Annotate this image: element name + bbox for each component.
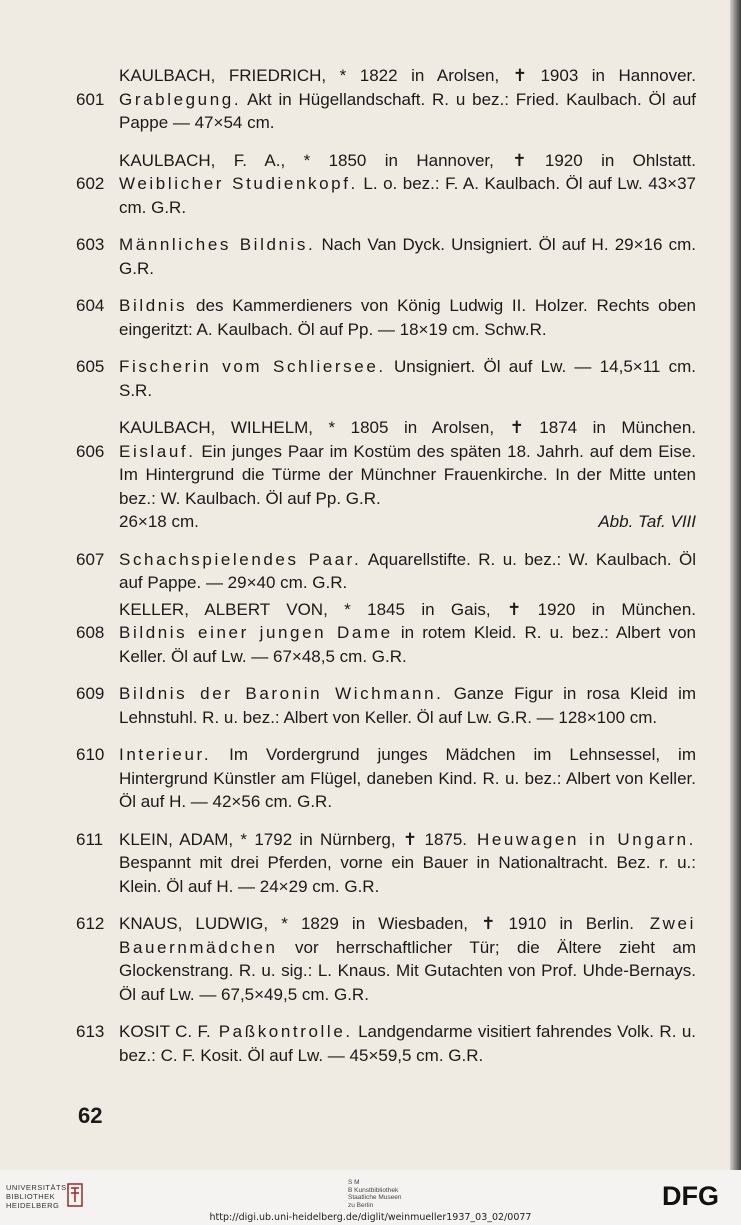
artwork-title: Zwei Bauernmädchen <box>119 914 696 957</box>
catalog-entry-612 <box>76 912 696 1006</box>
staatliche-museen-logo-text: S M B Kunstbibliothek Staatliche Museen zu Berlin <box>348 1179 402 1209</box>
artist-header-kaulbach-friedrich: KAULBACH, FRIEDRICH, * 1822 in Arolsen, ✝ 1903 in Hannover. <box>119 66 696 85</box>
artwork-description: L. o. bez.: F. A. Kaulbach. Öl auf Lw. 43×37 cm. G.R. <box>119 174 696 217</box>
catalog-entry-609 <box>76 682 696 729</box>
artwork-title: Weiblicher Studienkopf. <box>119 174 358 193</box>
lot-number: 610 <box>76 745 105 764</box>
lot-number: 603 <box>76 235 105 254</box>
artwork-description: Unsigniert. Öl auf Lw. — 14,5×11 cm. S.R. <box>119 357 696 400</box>
artwork-title: Fischerin vom Schliersee. <box>119 357 386 376</box>
lot-number: 606 <box>76 441 105 461</box>
catalog-entry-602 <box>76 172 696 219</box>
lot-number: 604 <box>76 296 105 315</box>
lot-number: 601 <box>76 89 105 109</box>
artwork-title: Bildnis der Baronin Wichmann. <box>119 684 444 703</box>
artwork-description: Ein junges Paar im Kostüm des späten 18. Jahrh. auf dem Eise. Im Hintergrund die Türme der Münchner Frauenkirche. In der Mitte unten bez.: W. Kaulbach. Öl auf Pp. G.R. <box>119 441 696 508</box>
artwork-size: 26×18 cm. <box>119 512 199 531</box>
artist-header-kaulbach-wilhelm: KAULBACH, WILHELM, * 1805 in Arolsen, ✝ 1874 in München. <box>119 418 696 437</box>
artwork-title: Paßkontrolle. <box>210 1022 353 1041</box>
artwork-description: in rotem Kleid. R. u. bez.: Albert von Keller. Öl auf Lw. — 67×48,5 cm. G.R. <box>119 623 696 666</box>
catalog-entry-608 <box>76 621 696 668</box>
digitization-footer <box>0 1170 741 1225</box>
catalog-entry-605 <box>76 355 696 402</box>
artwork-description: Ganze Figur in rosa Kleid im Lehnstuhl. R. u. bez.: Albert von Keller. Öl auf Lw. G.R. — 128×100 cm. <box>119 684 697 727</box>
auction-catalog-listing <box>76 64 696 1081</box>
artwork-title: Männliches Bildnis. <box>119 235 316 254</box>
artwork-title: Bildnis <box>119 296 188 315</box>
artwork-title: Bildnis einer jungen Dame <box>119 623 393 642</box>
artwork-title: Grablegung. <box>119 89 242 109</box>
library-seal-icon <box>66 1182 84 1208</box>
university-library-logo[interactable] <box>6 1183 70 1210</box>
lot-number: 605 <box>76 357 105 376</box>
catalog-entry-603 <box>76 233 696 280</box>
artwork-description: Im Vordergrund junges Mädchen im Lehnsessel, im Hintergrund Künstler am Flügel, daneben Kind. R. u. bez.: Albert von Keller. Öl auf H. — 42×56 cm. G.R. <box>119 745 696 811</box>
artist-header-klein: KLEIN, ADAM, * 1792 in Nürnberg, ✝ 1875. <box>119 829 468 849</box>
artwork-title: Heuwagen in Ungarn. <box>467 829 696 849</box>
catalog-entry-601 <box>76 88 696 135</box>
catalog-entry-606 <box>76 440 696 534</box>
dfg-logo[interactable] <box>662 1182 732 1208</box>
catalog-entry-607 <box>76 548 696 595</box>
lot-number: 612 <box>76 914 105 933</box>
artwork-description: Akt in Hügellandschaft. R. u bez.: Fried. Kaulbach. Öl auf Pappe — 47×54 cm. <box>119 89 696 132</box>
lot-number: 607 <box>76 549 105 569</box>
lot-number: 613 <box>76 1022 105 1041</box>
university-library-logo-text: UNIVERSITÄTS- BIBLIOTHEK HEIDELBERG <box>6 1183 70 1210</box>
page-number: 62 <box>78 1103 103 1128</box>
page-edge-shadow <box>730 0 741 1170</box>
lot-number: 608 <box>76 623 105 642</box>
catalog-entry-604 <box>76 294 696 341</box>
artist-header-keller: KELLER, ALBERT VON, * 1845 in Gais, ✝ 1920 in München. <box>119 599 696 619</box>
artist-header-kaulbach-fa: KAULBACH, F. A., * 1850 in Hannover, ✝ 1920 in Ohlstatt. <box>119 150 696 170</box>
artwork-description: vor herrschaftlicher Tür; die Ältere zieht am Glockenstrang. R. u. sig.: L. Knaus. Mit Gutachten von Prof. Uhde-Bernays. Öl auf Lw. — 67,5×49,5 cm. G.R. <box>119 937 696 1004</box>
plate-reference: Abb. Taf. VIII <box>598 512 696 531</box>
artwork-description: Bespannt mit drei Pferden, vorne ein Bauer in Nationaltracht. Bez. r. u.: Klein. Öl auf H. — 24×29 cm. G.R. <box>119 853 696 896</box>
lot-number: 602 <box>76 174 105 193</box>
catalog-entry-611 <box>76 828 696 899</box>
artwork-title: Eislauf. <box>119 441 196 461</box>
artwork-title: Schachspielendes Paar. <box>119 549 362 569</box>
artwork-description: des Kammerdieners von König Ludwig II. Holzer. Rechts oben eingeritzt: A. Kaulbach. Öl auf Pp. — 18×19 cm. Schw.R. <box>119 296 696 339</box>
lot-number: 609 <box>76 684 105 703</box>
artist-header-kosit: KOSIT C. F. <box>119 1022 211 1041</box>
staatliche-museen-logo[interactable] <box>348 1179 401 1209</box>
size-and-plate-line <box>119 510 696 534</box>
catalog-entry-610 <box>76 743 696 814</box>
dfg-logo-text: DFG <box>662 1182 719 1208</box>
artwork-description: Aquarellstifte. R. u. bez.: W. Kaulbach. Öl auf Pappe. — 29×40 cm. G.R. <box>119 549 696 592</box>
artwork-title: Interieur. <box>119 745 212 764</box>
lot-number: 611 <box>76 829 104 849</box>
artist-header-knaus: KNAUS, LUDWIG, * 1829 in Wiesbaden, ✝ 1910 in Berlin. <box>119 914 634 933</box>
catalog-entry-613 <box>76 1020 696 1067</box>
artwork-description: Nach Van Dyck. Unsigniert. Öl auf H. 29×16 cm. G.R. <box>119 235 696 278</box>
permalink-url[interactable]: http://digi.ub.uni-heidelberg.de/diglit/weinmueller1937_03_02/0077 <box>209 1212 532 1223</box>
artwork-description: Landgendarme visitiert fahrendes Volk. R. u. bez.: C. F. Kosit. Öl auf Lw. — 45×59,5 cm. G.R. <box>119 1022 697 1065</box>
